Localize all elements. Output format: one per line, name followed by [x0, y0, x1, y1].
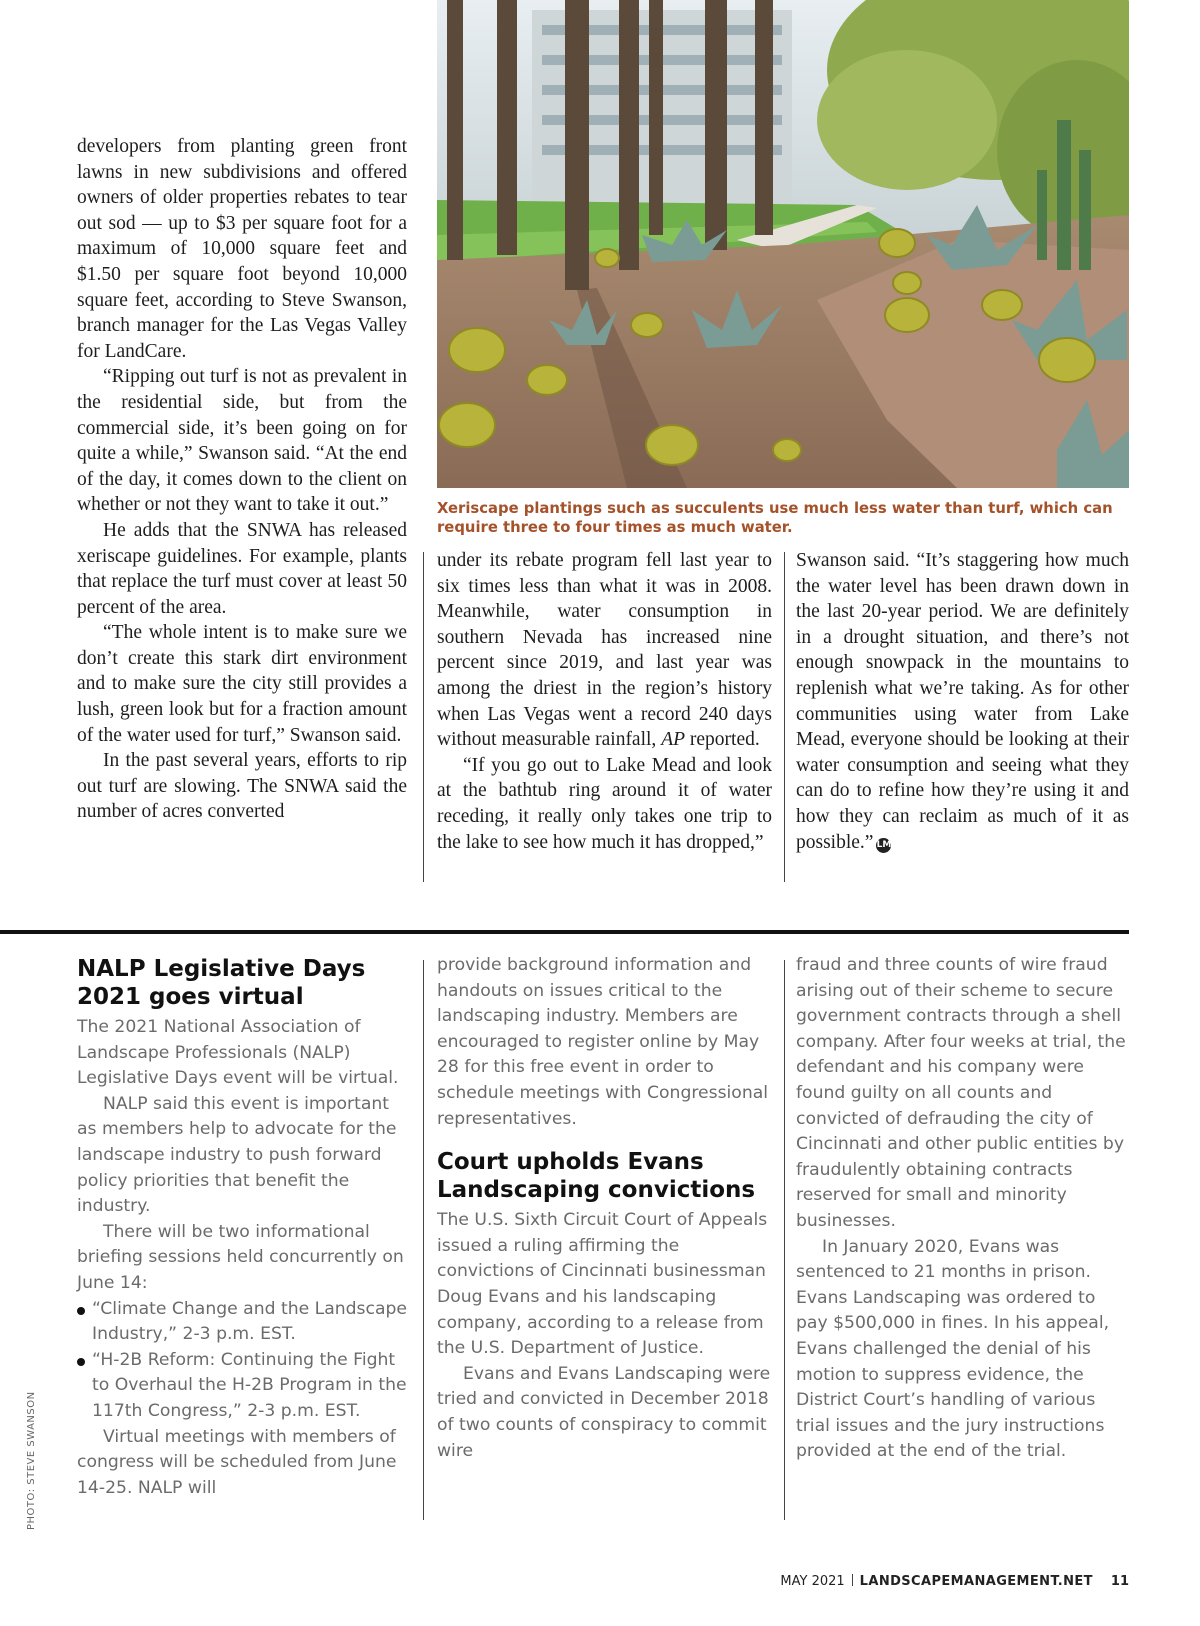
- article-paragraph: “Ripping out turf is not as prevalent in the residential side, but from the commercial side, it’s been going on for quite a while,” Swanson said. “At the end of the day, it comes down to the client on whether or not they want to take it out.”: [77, 366, 407, 516]
- court-headline: Court upholds Evans Landscaping convictions: [437, 1149, 756, 1204]
- session-item: “H-2B Reform: Continuing the Fight to Overhaul the H-2B Program in the 117th Congress,” 2-3 p.m. EST.: [77, 1348, 407, 1425]
- end-mark-icon: LM: [876, 838, 891, 853]
- article-column-1: [77, 134, 407, 825]
- article-paragraph: He adds that the SNWA has released xeriscape guidelines. For example, plants that replace the turf must cover at least 50 percent of the area.: [77, 519, 407, 618]
- news-column-1: [77, 955, 407, 1501]
- session-item: “Climate Change and the Landscape Industry,” 2-3 p.m. EST.: [77, 1297, 407, 1348]
- nalp-headline: NALP Legislative Days 2021 goes virtual: [77, 956, 366, 1010]
- column-divider: [423, 552, 424, 882]
- article-paragraph: “If you go out to Lake Mead and look at the bathtub ring around it of water receding, it really only takes one trip to the lake to see how much it has dropped,”: [437, 754, 772, 853]
- article-text: reported.: [689, 729, 760, 751]
- nalp-paragraph: provide background information and handouts on issues critical to the landscaping industry. Members are encouraged to register online by May 28 for this free event in order to schedule meetings with Congressional representatives.: [437, 955, 769, 1129]
- page-footer: [780, 1574, 1129, 1589]
- column-divider: [784, 960, 785, 1520]
- session-list: [77, 1297, 407, 1425]
- article-paragraph: [796, 548, 1129, 855]
- footer-separator: [852, 1574, 853, 1586]
- news-column-3: [796, 953, 1129, 1465]
- court-paragraph: The U.S. Sixth Circuit Court of Appeals issued a ruling affirming the convictions of Cincinnati businessman Doug Evans and his landscaping company, according to a release from the U.S. Department of Justice.: [437, 1210, 768, 1359]
- article-paragraph: In the past several years, efforts to rip out turf are slowing. The SNWA said the number of acres converted: [77, 750, 407, 823]
- column-divider: [784, 552, 785, 882]
- page-number: 11: [1110, 1574, 1129, 1589]
- court-paragraph: fraud and three counts of wire fraud arising out of their scheme to secure government contracts through a shell company. After four weeks at trial, the defendant and his company were found guilty on all counts and convicted of defrauding the city of Cincinnati and other public entities by fraudulently obtaining contracts reserved for small and minority businesses.: [796, 955, 1126, 1231]
- article-paragraph: “The whole intent is to make sure we don’t create this stark dirt environment and to make sure the city still provides a lush, green look but for a fraction amount of the water used for turf,” Swanson said.: [77, 622, 407, 746]
- article-paragraph: [437, 548, 772, 753]
- barrel-cactus: [449, 328, 505, 372]
- photo-caption: Xeriscape plantings such as succulents use much less water than turf, which can require three to four times as much water.: [437, 500, 1113, 536]
- section-divider: [0, 930, 1129, 934]
- article-column-3: [796, 548, 1129, 855]
- article-paragraph: developers from planting green front lawns in new subdivisions and offered owners of older properties rebates to tear out sod — up to $3 per square foot for a maximum of 10,000 square feet and $1.50 per square foot beyond 10,000 square feet, according to Steve Swanson, branch manager for the Las Vegas Valley for LandCare.: [77, 136, 407, 362]
- palm-trunk: [447, 0, 463, 260]
- article-text: Swanson said. “It’s staggering how much the water level has been drawn down in the last 20-year period. We are definitely in a drought situation, and there’s not enough snowpack in the mountains to replenish what we’re taking. As for other communities using water from Lake Mead, everyone should be looking at their water consumption and seeing what they can do to refine how they’re using it and how they can reclaim as much of it as possible.”: [796, 550, 1129, 853]
- news-column-2: [437, 953, 772, 1464]
- court-paragraph: Evans and Evans Landscaping were tried and convicted in December 2018 of two counts of conspiracy to commit wire: [437, 1363, 771, 1461]
- column-divider: [423, 960, 424, 1520]
- nalp-paragraph: Virtual meetings with members of congress will be scheduled from June 14-25. NALP will: [77, 1426, 397, 1498]
- website-link[interactable]: LANDSCAPEMANAGEMENT.NET: [859, 1574, 1093, 1589]
- article-source: AP: [661, 729, 686, 751]
- xeriscape-photo: [437, 0, 1129, 488]
- photo-credit: PHOTO: STEVE SWANSON: [26, 1391, 37, 1530]
- article-text: under its rebate program fell last year to six times less than what it was in 2008. Meanwhile, water consumption in southern Nevada has increased nine percent since 2019, and last year was among the driest in the region’s history when Las Vegas went a record 240 days without measurable rainfall,: [437, 550, 772, 751]
- issue-date: MAY 2021: [780, 1574, 845, 1589]
- nalp-paragraph: NALP said this event is important as members help to advocate for the landscape industry to push forward policy priorities that benefit the industry.: [77, 1093, 397, 1217]
- columnar-cactus: [1057, 120, 1071, 270]
- nalp-paragraph: The 2021 National Association of Landscape Professionals (NALP) Legislative Days event will be virtual.: [77, 1017, 399, 1089]
- nalp-paragraph: There will be two informational briefing sessions held concurrently on June 14:: [77, 1221, 404, 1293]
- article-column-2: [437, 548, 772, 855]
- court-paragraph: In January 2020, Evans was sentenced to 21 months in prison. Evans Landscaping was ordered to pay $500,000 in fines. In his appeal, Evans challenged the denial of his motion to suppress evidence, the District Court’s handling of various trial issues and the jury instructions provided at the end of the trial.: [796, 1236, 1110, 1462]
